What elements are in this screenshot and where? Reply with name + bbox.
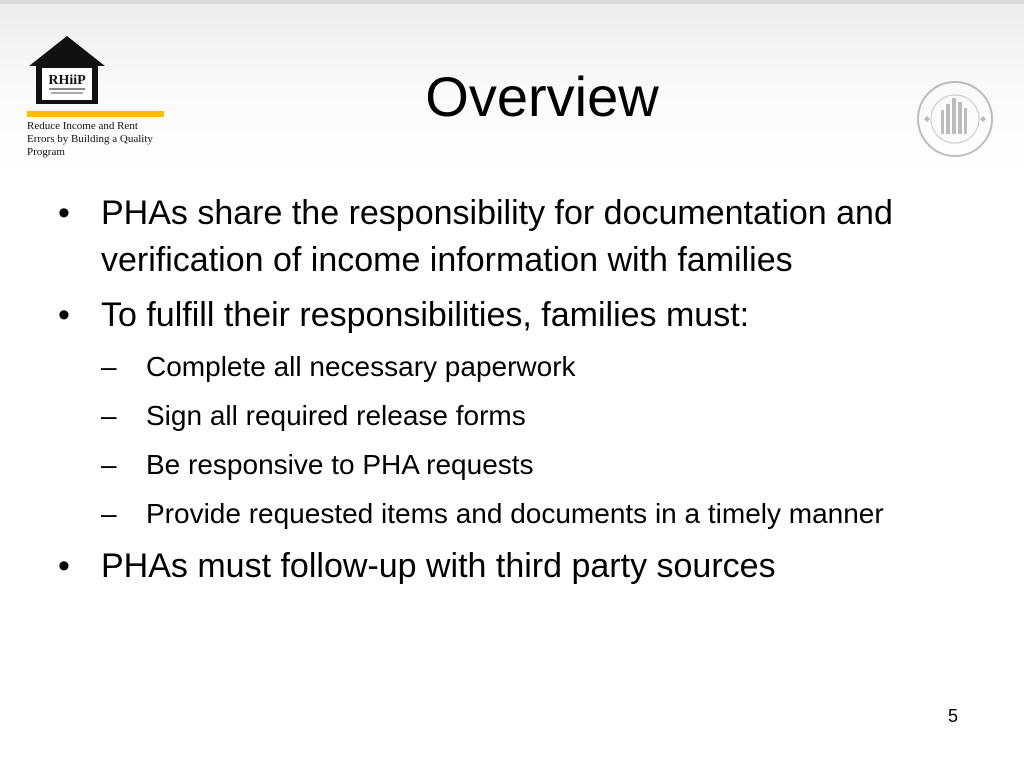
logo-name: RHiiP <box>48 73 86 88</box>
sub-bullet-item <box>101 396 978 435</box>
sub-bullet-text: Complete all necessary paperwork <box>146 351 576 382</box>
bullet-item <box>58 543 978 590</box>
bullet-text: To fulfill their responsibilities, families must: <box>101 296 750 334</box>
sub-bullet-item <box>101 445 978 484</box>
bullet-item <box>58 292 978 339</box>
bullet-text: PHAs must follow-up with third party sources <box>101 547 776 585</box>
top-rule <box>0 0 1024 4</box>
sub-bullet-list <box>58 347 978 533</box>
page-number: 5 <box>948 706 959 726</box>
bullet-text: PHAs share the responsibility for documentation and verification of income information with families <box>101 194 893 279</box>
bullet-marker: • <box>58 194 70 232</box>
slide-title: Overview <box>425 65 659 128</box>
sub-bullet-marker: – <box>101 351 117 382</box>
sub-bullet-item <box>101 347 978 386</box>
bullet-item <box>58 190 978 284</box>
sub-bullet-marker: – <box>101 449 117 480</box>
sub-bullet-group <box>58 347 978 533</box>
sub-bullet-marker: – <box>101 400 117 431</box>
sub-bullet-text: Be responsive to PHA requests <box>146 449 534 480</box>
logo-tagline: Reduce Income and Rent Errors by Building a Quality Program <box>27 120 153 158</box>
sub-bullet-text: Provide requested items and documents in a timely manner <box>146 498 884 529</box>
bullet-marker: • <box>58 296 70 334</box>
sub-bullet-text: Sign all required release forms <box>146 400 526 431</box>
bullet-marker: • <box>58 547 70 585</box>
sub-bullet-item <box>101 494 978 533</box>
sub-bullet-marker: – <box>101 498 117 529</box>
bullet-list <box>58 190 978 598</box>
